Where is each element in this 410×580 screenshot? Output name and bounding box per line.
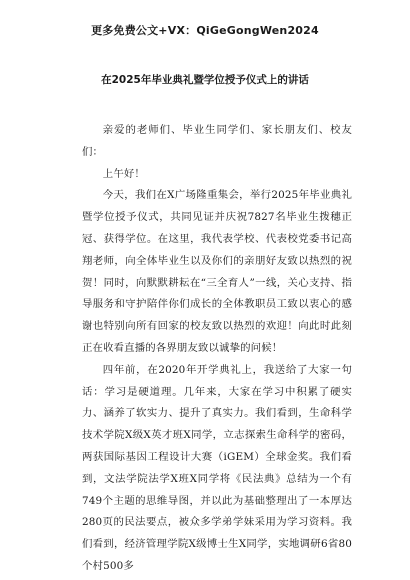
paragraph: 四年前，在2020年开学典礼上，我送给了大家一句话：学习是硬道理。几年来，大家在学习中积累了硬实力、涵养了软实力、提升了真实力。我们看到，生命科学技术学院X级X英才班X同学，立志探索生命科学的密码，两获国际基因工程设计大赛（iGEM）全球金奖。我们看到，文法学院法学X班X同学将《民法典》总结为一个有749个主题的思维导图，并以此为基础整理出了一本厚达280页的民法要点，被众多学弟学妹采用为学习资料。我们看到，经济管理学院X级博士生X同学，实地调研6省80个村500多: [82, 363, 352, 572]
promo-header: 更多免费公文+VX：QiGeGongWen2024: [91, 24, 319, 37]
document-title: 在2025年毕业典礼暨学位授予仪式上的讲话: [101, 74, 309, 86]
salutation: 亲爱的老师们、毕业生同学们、家长朋友们、校友们：: [82, 124, 352, 158]
document-body: [82, 120, 352, 578]
paragraph: 今天，我们在X广场隆重集会，举行2025年毕业典礼暨学位授予仪式，共同见证并庆祝7827名毕业生拨穗正冠、获得学位。在这里，我代表学校、代表校党委书记高翔老师，向全体毕业生以及你们的亲朋好友致以热烈的祝贺！同时，向默默耕耘在“三全育人”一线，关心支持、指导服务和守护陪伴你们成长的全体教职员工致以衷心的感谢也特别向所有回家的校友致以热烈的欢迎！向此时此刻正在收看直播的各界朋友致以诚挚的问候！: [82, 189, 352, 354]
greeting: 上午好！: [102, 167, 145, 180]
